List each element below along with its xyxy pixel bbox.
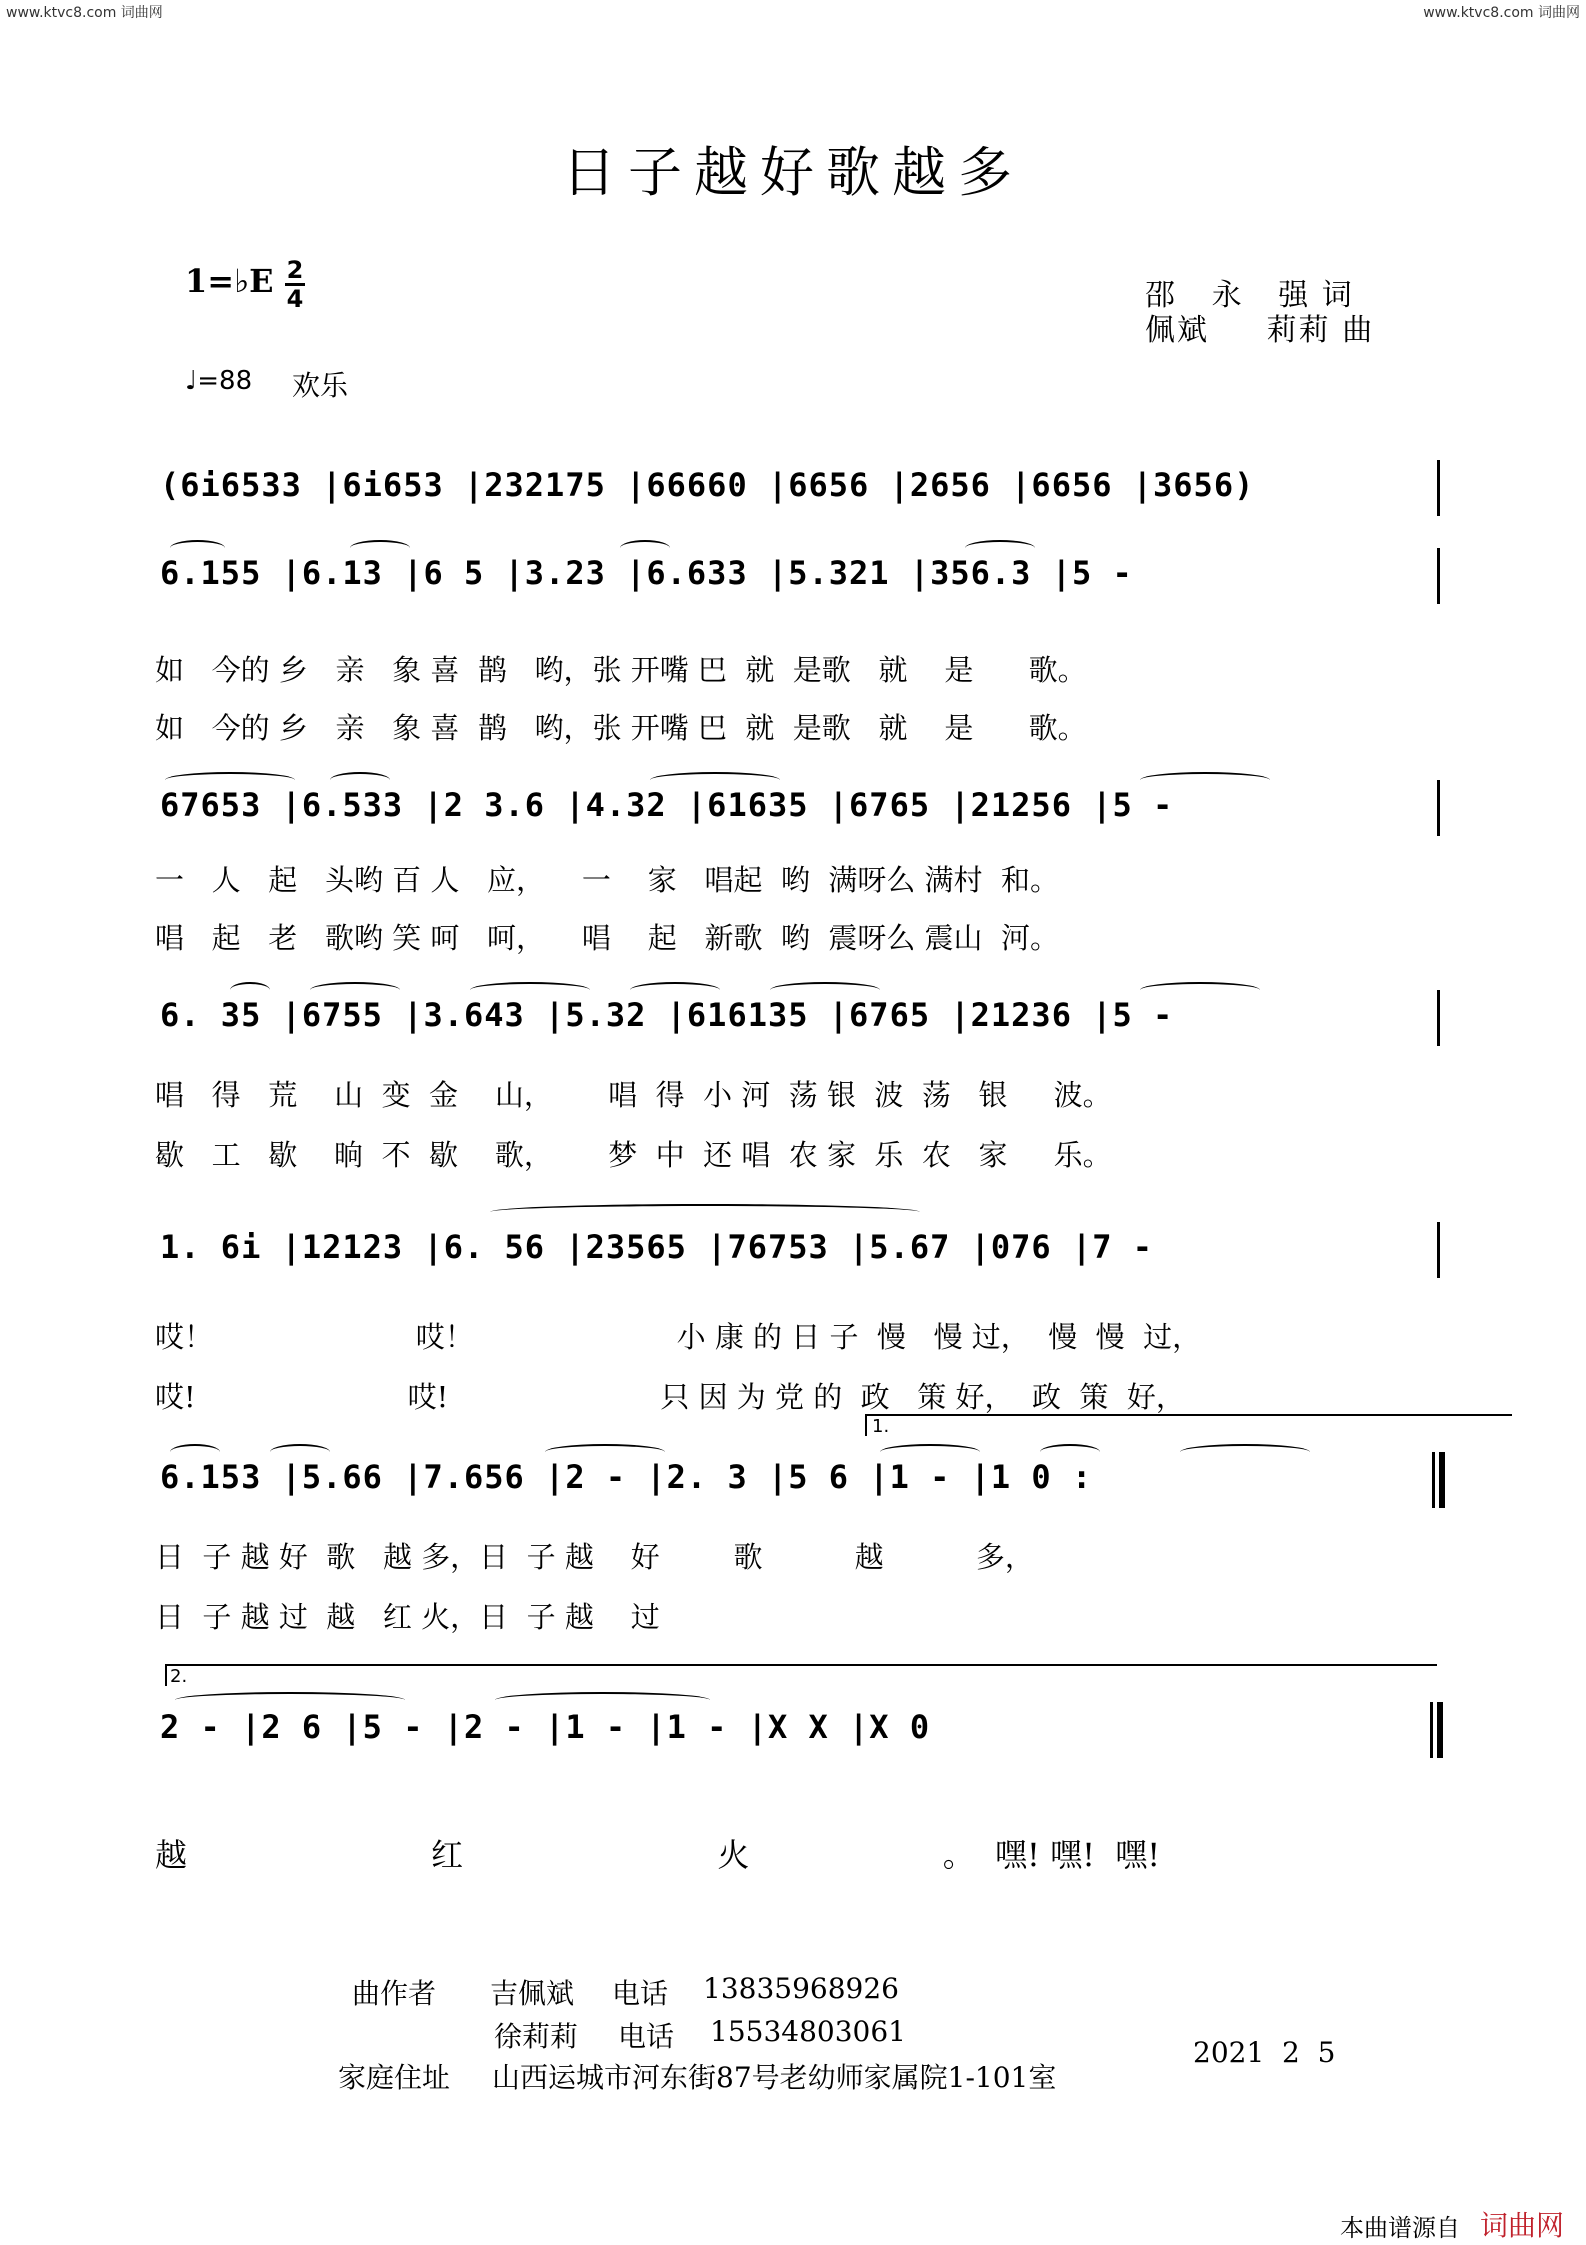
lyric-line-3: 一 人 起 头哟 百 人 应， 一 家 唱起 哟 满呀么 满村 和。 [155, 863, 1059, 897]
composer-credit: 佩斌 莉莉 曲 [1145, 313, 1375, 348]
repeat-barline-thick [1439, 1452, 1445, 1508]
slur [490, 1204, 920, 1220]
notes-system-6: 6.153 |5.66 |7.656 |2 - |2. 3 |5 6 |1 - |1 0 : [160, 1458, 1093, 1496]
address-label: 家庭住址 [338, 2061, 451, 2094]
composer-label: 曲作者 [352, 1977, 437, 2010]
volta-1-bracket [865, 1414, 1512, 1436]
notes-system-4: 6. 35 |6755 |3.643 |5.32 |616135 |6765 |21236 |5 - [160, 996, 1174, 1034]
lyric-line-2: 如 今的 乡 亲 象 喜 鹊 哟，张 开嘴 巴 就 是歌 就 是 歌。 [155, 711, 1087, 745]
song-title: 日子越好歌越多 [562, 141, 1024, 204]
barline-end-5 [1437, 1222, 1440, 1278]
tempo-mark: ♩=88 [185, 366, 253, 396]
repeat-barline-thin [1432, 1452, 1435, 1508]
lyric-line-10: 日 子 越 过 越 红 火，日 子 越 过 [155, 1600, 660, 1634]
lyric-line-11: 越 红 火 。 嘿! 嘿! 嘿! [155, 1836, 1161, 1874]
phone-label-1: 电话 [612, 1977, 669, 2010]
volta-2-label: 2. [170, 1666, 188, 1687]
key-signature: 1=♭E [185, 262, 274, 300]
barline-end-2 [1437, 548, 1440, 604]
staff-system-7 [150, 1666, 1440, 1762]
watermark-left: www.ktvc8.com 词曲网 [6, 5, 163, 21]
phone-2: 15534803061 [710, 2015, 906, 2048]
staff-system-3 [150, 780, 1440, 840]
phone-1: 13835968926 [703, 1972, 899, 2005]
barline-end-3 [1437, 780, 1440, 836]
staff-system-5 [150, 1222, 1440, 1282]
date: 2021 2 5 [1193, 2036, 1336, 2069]
source-site-link[interactable]: 词曲网 [1480, 2209, 1565, 2242]
lyric-line-6: 歇 工 歇 晌 不 歇 歌， 梦 中 还 唱 农 家 乐 农 家 乐。 [155, 1138, 1112, 1172]
slur [1180, 1444, 1310, 1460]
final-barline-thin [1430, 1702, 1433, 1758]
mood-mark: 欢乐 [292, 369, 349, 402]
staff-system-4 [150, 990, 1440, 1050]
lyricist-credit: 邵 永 强 词 [1145, 278, 1354, 313]
time-top: 2 [286, 256, 304, 284]
final-barline-thick [1437, 1702, 1443, 1758]
composer-2: 徐莉莉 [494, 2020, 579, 2053]
lyric-line-8: 哎! 哎! 只 因 为 党 的 政 策 好， 政 策 好， [155, 1380, 1185, 1414]
notes-system-5: 1. 6i |12123 |6. 56 |23565 |76753 |5.67 |076 |7 - [160, 1228, 1154, 1266]
address: 山西运城市河东街87号老幼师家属院1-101室 [492, 2061, 1057, 2094]
lyric-line-5: 唱 得 荒 山 变 金 山， 唱 得 小 河 荡 银 波 荡 银 波。 [155, 1078, 1112, 1112]
barline-end-1 [1437, 460, 1440, 516]
notes-system-2: 6.155 |6.13 |6 5 |3.23 |6.633 |5.321 |356.3 |5 - [160, 554, 1133, 592]
notes-system-7: 2 - |2 6 |5 - |2 - |1 - |1 - |X X |X 0 [160, 1708, 931, 1746]
staff-system-1 [150, 460, 1440, 520]
composer-1: 吉佩斌 [490, 1977, 575, 2010]
volta-1-label: 1. [872, 1416, 890, 1437]
watermark-right: www.ktvc8.com 词曲网 [1423, 5, 1580, 21]
barline-end-4 [1437, 990, 1440, 1046]
slur [175, 1692, 405, 1708]
notes-system-1: (6i6533 |6i653 |232175 |66660 |6656 |2656 |6656 |3656) [160, 466, 1255, 504]
slur [495, 1692, 710, 1708]
volta-2-bracket [165, 1664, 1437, 1686]
lyric-line-1: 如 今的 乡 亲 象 喜 鹊 哟，张 开嘴 巴 就 是歌 就 是 歌。 [155, 653, 1087, 687]
phone-label-2: 电话 [618, 2020, 675, 2053]
time-signature [285, 258, 305, 311]
staff-system-6 [150, 1416, 1440, 1512]
lyric-line-9: 日 子 越 好 歌 越 多，日 子 越 好 歌 越 多， [155, 1540, 1034, 1574]
lyric-line-4: 唱 起 老 歌哟 笑 呵 呵， 唱 起 新歌 哟 震呀么 震山 河。 [155, 921, 1059, 955]
staff-system-2 [150, 548, 1440, 608]
source-label: 本曲谱源自 [1340, 2214, 1460, 2242]
notes-system-3: 67653 |6.533 |2 3.6 |4.32 |61635 |6765 |21256 |5 - [160, 786, 1174, 824]
lyric-line-7: 哎！ 哎！ 小 康 的 日 子 慢 慢 过， 慢 慢 过， [155, 1320, 1202, 1354]
time-bottom: 4 [286, 285, 304, 313]
